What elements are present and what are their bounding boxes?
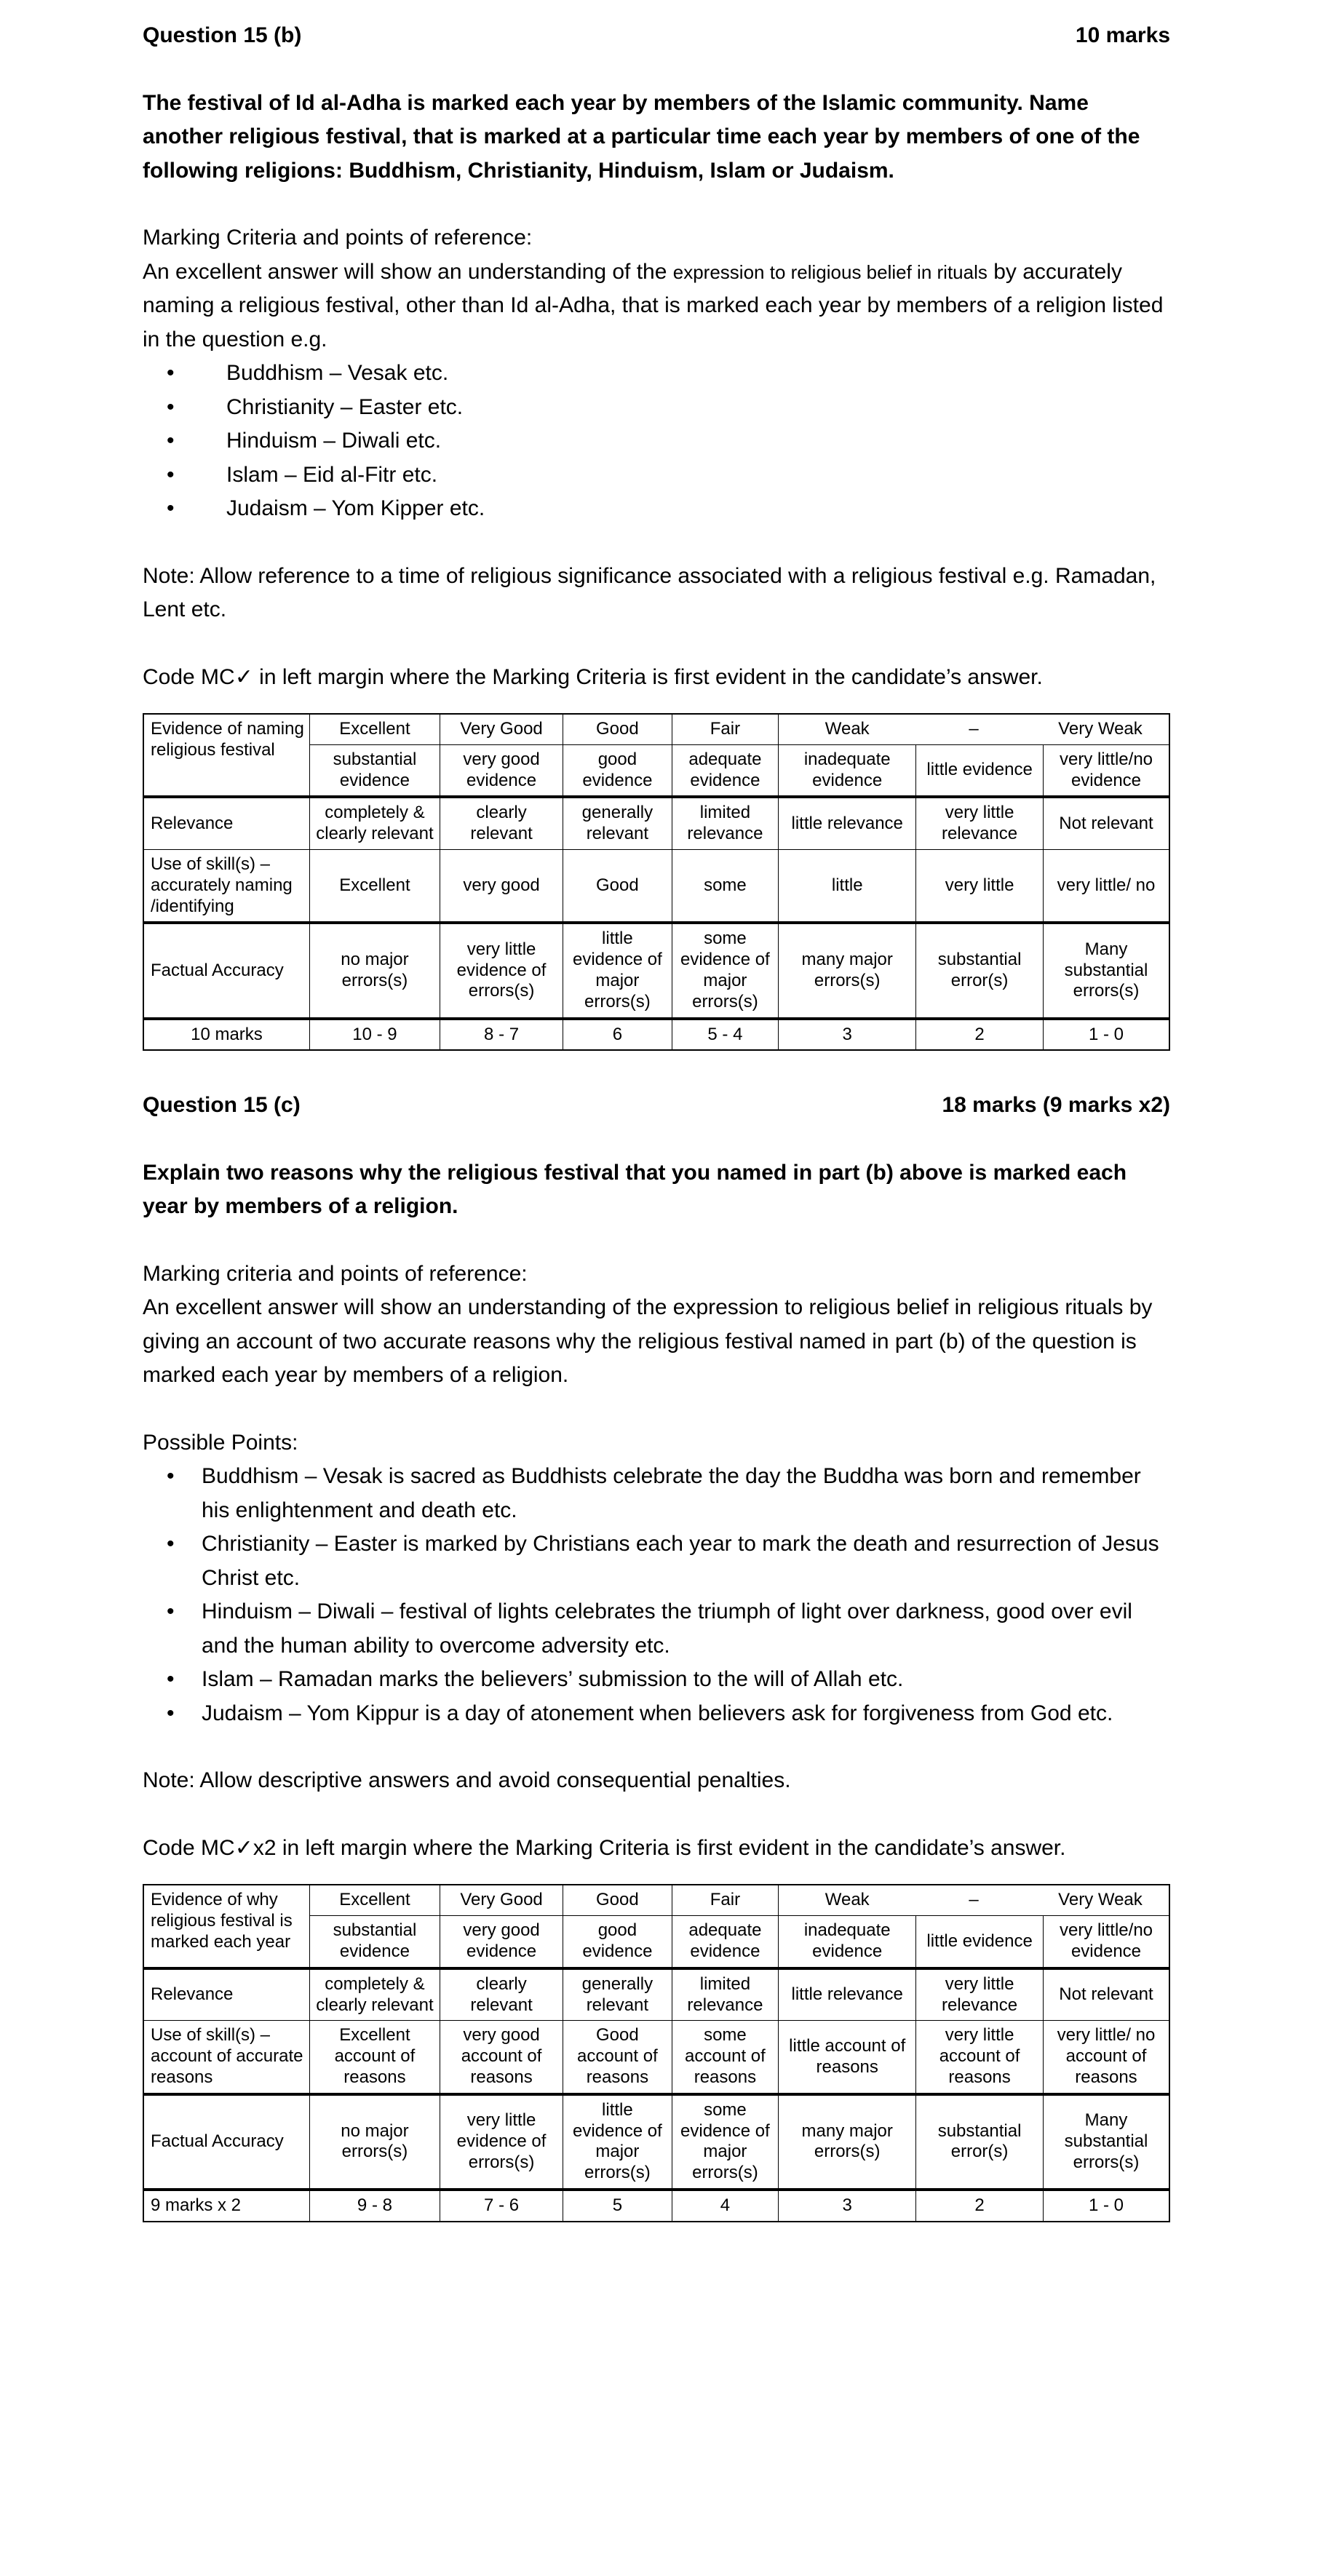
rubric-cell: Good	[563, 849, 672, 923]
list-item	[143, 1663, 1170, 1697]
rubric-cell: little evidence	[916, 1916, 1044, 1968]
rubric-cell: Not relevant	[1044, 797, 1170, 849]
rubric-cell: very little evidence of errors(s)	[440, 923, 563, 1018]
rubric-cell: Fair	[672, 1885, 779, 1915]
grade-header-label: –	[969, 719, 979, 739]
list-item	[143, 1527, 1170, 1595]
bullet-icon: •	[167, 361, 175, 385]
rubric-row-label: Evidence of naming religious festival	[143, 714, 309, 797]
rubric-cell: substantial evidence	[309, 1916, 440, 1968]
rubric-row-label: Use of skill(s) – account of accurate reasons	[143, 2021, 309, 2094]
rubric-row	[143, 849, 1169, 923]
rubric-cell: substantial evidence	[309, 744, 440, 797]
festival-examples-list	[143, 357, 1170, 526]
rubric-row-label: 10 marks	[143, 1019, 309, 1051]
rubric-cell: 9 - 8	[309, 2190, 440, 2222]
question-15c-heading-row	[143, 1089, 1170, 1123]
rubric-cell: very little/no evidence	[1044, 744, 1170, 797]
list-item-text: Buddhism – Vesak is sacred as Buddhists celebrate the day the Buddha was born and remember his enlightenment and death etc.	[202, 1464, 1141, 1522]
rubric-cell: Excellent	[309, 714, 440, 744]
rubric-cell: good evidence	[563, 744, 672, 797]
rubric-cell: 5 - 4	[672, 1019, 779, 1051]
list-item	[143, 424, 1170, 458]
rubric-cell: 5	[563, 2190, 672, 2222]
rubric-cell: generally relevant	[563, 797, 672, 849]
bullet-icon: •	[167, 1464, 175, 1489]
rubric-cell: Good account of reasons	[563, 2021, 672, 2094]
grade-header-label: Weak	[825, 719, 870, 739]
list-item	[143, 1460, 1170, 1527]
grade-header-label: Very Weak	[1058, 1890, 1143, 1910]
rubric-cell: 3	[779, 2190, 916, 2222]
list-item	[143, 357, 1170, 391]
rubric-cell: little evidence of major errors(s)	[563, 923, 672, 1018]
rubric-cell: inadequate evidence	[779, 744, 916, 797]
code-instruction-b: Code MC✓ in left margin where the Marking Criteria is first evident in the candidate’s answer.	[143, 664, 1043, 689]
code-instruction-c: Code MC✓x2 in left margin where the Marking Criteria is first evident in the candidate’s answer.	[143, 1835, 1066, 1860]
rubric-cell: Excellent account of reasons	[309, 2021, 440, 2094]
rubric-cell: 4	[672, 2190, 779, 2222]
question-15c-statement: Explain two reasons why the religious festival that you named in part (b) above is marked each year by members of a religion.	[143, 1160, 1127, 1219]
rubric-row-label: Evidence of why religious festival is marked each year	[143, 1885, 309, 1968]
rubric-cell: limited relevance	[672, 797, 779, 849]
rubric-table-b	[143, 713, 1170, 1051]
grade-header-label: Very Weak	[1058, 719, 1143, 739]
possible-points-title: Possible Points:	[143, 1430, 298, 1455]
rubric-cell: Good	[563, 714, 672, 744]
rubric-row	[143, 1885, 1169, 1915]
list-item-text: Judaism – Yom Kippur is a day of atonement when believers ask for forgiveness from God etc.	[202, 1701, 1113, 1725]
rubric-cell: little relevance	[779, 1968, 916, 2021]
rubric-cell: Good	[563, 1885, 672, 1915]
rubric-row	[143, 923, 1169, 1018]
rubric-cell: limited relevance	[672, 1968, 779, 2021]
criteria-b-rest: by accurately naming a religious festival, other than Id al-Adha, that is marked each year by members of a religion listed in the question e.g.	[143, 259, 1164, 351]
rubric-cell: no major errors(s)	[309, 923, 440, 1018]
rubric-cell: Excellent	[309, 1885, 440, 1915]
list-item-text: Islam – Eid al-Fitr etc.	[226, 462, 438, 487]
rubric-row	[143, 797, 1169, 849]
rubric-cell: generally relevant	[563, 1968, 672, 2021]
rubric-cell: little relevance	[779, 797, 916, 849]
marking-criteria-b-body	[143, 255, 1170, 357]
rubric-cell: clearly relevant	[440, 1968, 563, 2021]
rubric-cell: very little/ no	[1044, 849, 1170, 923]
rubric-row	[143, 714, 1169, 744]
question-15b-heading-row	[143, 19, 1170, 53]
criteria-b-small-text: expression to religious belief in rituals	[672, 261, 988, 283]
rubric-cell: Very Good	[440, 714, 563, 744]
bullet-icon: •	[167, 1701, 175, 1725]
rubric-cell: completely & clearly relevant	[309, 797, 440, 849]
rubric-cell: 3	[779, 1019, 916, 1051]
rubric-row-label: Factual Accuracy	[143, 923, 309, 1018]
rubric-cell: very little	[916, 849, 1044, 923]
rubric-cell: Fair	[672, 714, 779, 744]
rubric-cell: Excellent	[309, 849, 440, 923]
rubric-cell: 2	[916, 1019, 1044, 1051]
note-c: Note: Allow descriptive answers and avoid consequential penalties.	[143, 1768, 791, 1793]
question-15c-marks: 18 marks (9 marks x2)	[942, 1093, 1170, 1118]
marking-criteria-c	[143, 1257, 1170, 1393]
possible-points	[143, 1426, 1170, 1731]
rubric-row-label: Use of skill(s) – accurately naming /identifying	[143, 849, 309, 923]
bullet-icon: •	[167, 1599, 175, 1624]
rubric-cell: Many substantial errors(s)	[1044, 923, 1170, 1018]
rubric-cell: very little evidence of errors(s)	[440, 2094, 563, 2190]
rubric-cell: some account of reasons	[672, 2021, 779, 2094]
rubric-table-c	[143, 1884, 1170, 2222]
rubric-cell: good evidence	[563, 1916, 672, 1968]
bullet-icon: •	[167, 1667, 175, 1692]
rubric-cell: inadequate evidence	[779, 1916, 916, 1968]
rubric-cell: little account of reasons	[779, 2021, 916, 2094]
rubric-row	[143, 2021, 1169, 2094]
question-15b-title: Question 15 (b)	[143, 23, 302, 47]
note-b: Note: Allow reference to a time of religious significance associated with a religious festival e.g. Ramadan, Lent etc.	[143, 563, 1156, 621]
list-item-text: Christianity – Easter etc.	[226, 394, 464, 419]
list-item	[143, 1595, 1170, 1663]
rubric-cell: substantial error(s)	[916, 923, 1044, 1018]
rubric-cell: very little account of reasons	[916, 2021, 1044, 2094]
rubric-cell: Not relevant	[1044, 1968, 1170, 2021]
list-item-text: Christianity – Easter is marked by Christians each year to mark the death and resurrection of Jesus Christ etc.	[202, 1532, 1159, 1590]
rubric-cell: very little/no evidence	[1044, 1916, 1170, 1968]
rubric-cell: 7 - 6	[440, 2190, 563, 2222]
marking-criteria-b-title: Marking Criteria and points of reference:	[143, 226, 533, 250]
list-item-text: Judaism – Yom Kipper etc.	[226, 496, 485, 520]
rubric-cell: very good	[440, 849, 563, 923]
rubric-row-label: Factual Accuracy	[143, 2094, 309, 2190]
rubric-cell: adequate evidence	[672, 744, 779, 797]
bullet-icon: •	[167, 462, 175, 487]
rubric-cell: 2	[916, 2190, 1044, 2222]
criteria-b-lead: An excellent answer will show an understanding of the	[143, 259, 673, 284]
bullet-icon: •	[167, 496, 175, 520]
list-item	[143, 391, 1170, 425]
bullet-icon: •	[167, 394, 175, 419]
list-item	[143, 492, 1170, 526]
rubric-cell: very little relevance	[916, 1968, 1044, 2021]
grade-header-label: Weak	[825, 1890, 870, 1910]
rubric-cell: 8 - 7	[440, 1019, 563, 1051]
rubric-cell: some	[672, 849, 779, 923]
list-item-text: Hinduism – Diwali – festival of lights celebrates the triumph of light over darkness, good over evil and the human ability to overcome adversity etc.	[202, 1599, 1132, 1658]
rubric-cell: 10 - 9	[309, 1019, 440, 1051]
rubric-row	[143, 2190, 1169, 2222]
rubric-cell: adequate evidence	[672, 1916, 779, 1968]
bullet-icon: •	[167, 429, 175, 453]
rubric-cell: very little relevance	[916, 797, 1044, 849]
rubric-cell: clearly relevant	[440, 797, 563, 849]
rubric-cell: little evidence of major errors(s)	[563, 2094, 672, 2190]
question-15c-title: Question 15 (c)	[143, 1093, 301, 1118]
marking-criteria-c-title: Marking criteria and points of reference:	[143, 1261, 528, 1286]
rubric-cell: 1 - 0	[1044, 1019, 1170, 1051]
rubric-cell: some evidence of major errors(s)	[672, 923, 779, 1018]
rubric-cell: some evidence of major errors(s)	[672, 2094, 779, 2190]
rubric-row	[143, 2094, 1169, 2190]
rubric-row-label: Relevance	[143, 1968, 309, 2021]
rubric-cell: completely & clearly relevant	[309, 1968, 440, 2021]
list-item-text: Islam – Ramadan marks the believers’ submission to the will of Allah etc.	[202, 1667, 904, 1692]
rubric-cell: many major errors(s)	[779, 2094, 916, 2190]
marking-criteria-c-body: An excellent answer will show an understanding of the expression to religious belief in religious rituals by giving an account of two accurate reasons why the religious festival named in part (b) of the question is marked each year by members of a religion.	[143, 1295, 1153, 1388]
rubric-row	[143, 1019, 1169, 1051]
rubric-cell: very good account of reasons	[440, 2021, 563, 2094]
possible-points-list	[143, 1460, 1170, 1730]
rubric-cell: very little/ no account of reasons	[1044, 2021, 1170, 2094]
rubric-cell: substantial error(s)	[916, 2094, 1044, 2190]
bullet-icon: •	[167, 1532, 175, 1557]
rubric-cell: very good evidence	[440, 1916, 563, 1968]
rubric-row-label: 9 marks x 2	[143, 2190, 309, 2222]
rubric-cell: Many substantial errors(s)	[1044, 2094, 1170, 2190]
list-item-text: Buddhism – Vesak etc.	[226, 361, 449, 385]
list-item-text: Hinduism – Diwali etc.	[226, 429, 442, 453]
rubric-cell: little	[779, 849, 916, 923]
rubric-row	[143, 1968, 1169, 2021]
question-15b-statement: The festival of Id al-Adha is marked each year by members of the Islamic community. Name another religious festival, that is marked at a particular time each year by members of one of the following religions: Buddhism, Christianity, Hinduism, Islam or Judaism.	[143, 90, 1140, 183]
rubric-cell: no major errors(s)	[309, 2094, 440, 2190]
rubric-cell: 1 - 0	[1044, 2190, 1170, 2222]
list-item	[143, 458, 1170, 493]
list-item	[143, 1697, 1170, 1731]
rubric-cell	[779, 714, 1169, 744]
rubric-cell: little evidence	[916, 744, 1044, 797]
rubric-row-label: Relevance	[143, 797, 309, 849]
rubric-cell	[779, 1885, 1169, 1915]
marking-criteria-b	[143, 221, 1170, 526]
rubric-cell: many major errors(s)	[779, 923, 916, 1018]
question-15b-marks: 10 marks	[1075, 23, 1170, 47]
rubric-cell: very good evidence	[440, 744, 563, 797]
grade-header-label: –	[969, 1890, 979, 1910]
rubric-cell: Very Good	[440, 1885, 563, 1915]
rubric-cell: 6	[563, 1019, 672, 1051]
